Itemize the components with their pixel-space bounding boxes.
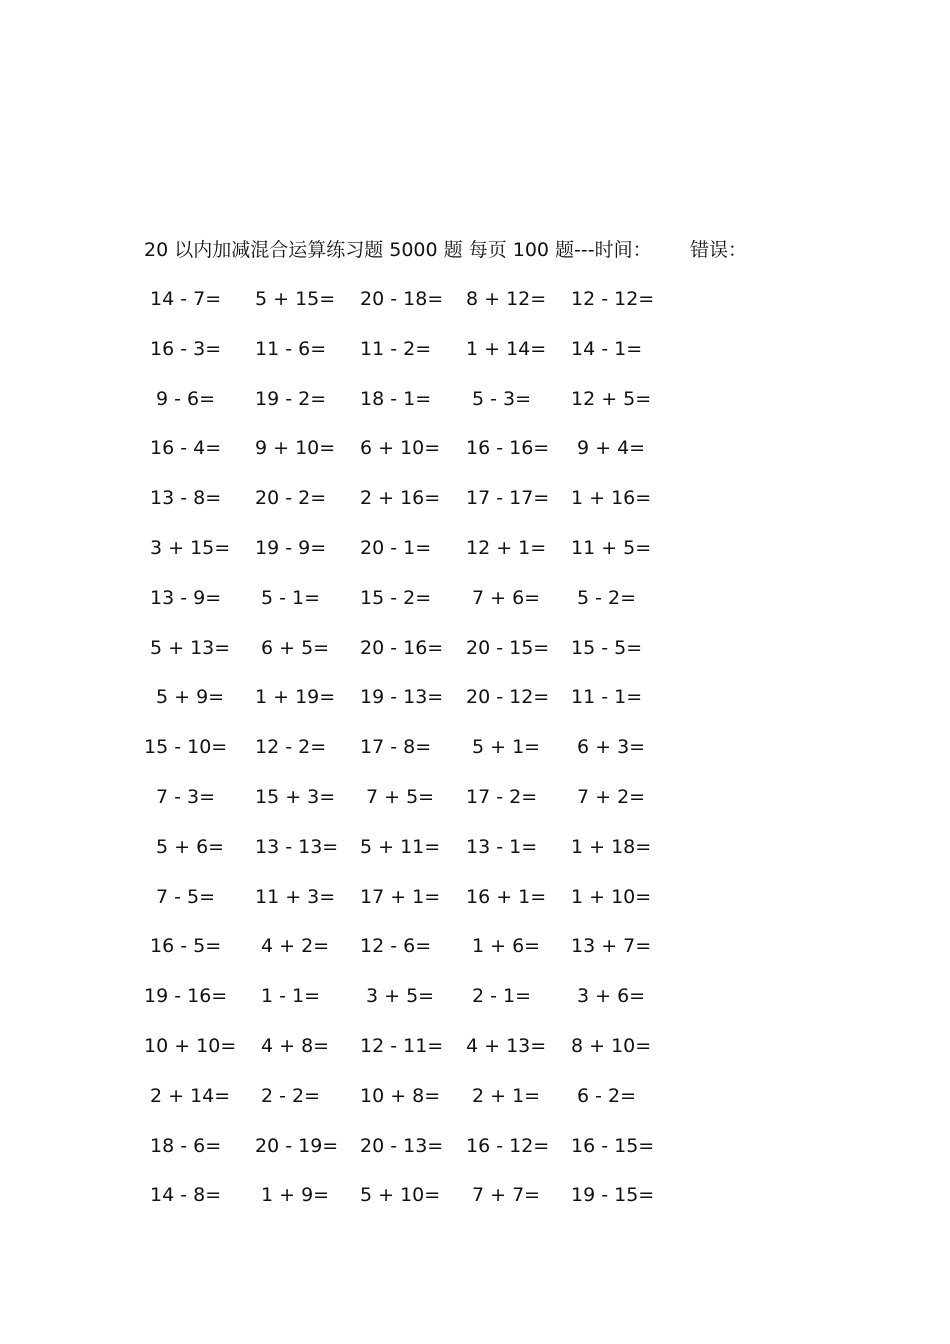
problem-item: 9 + 10= <box>255 437 336 460</box>
problem-row <box>144 535 704 585</box>
problem-item: 15 - 5= <box>571 636 643 659</box>
problem-item: 9 - 6= <box>156 387 216 410</box>
problem-item: 2 - 1= <box>472 985 532 1008</box>
problem-item: 16 - 5= <box>150 935 222 958</box>
problem-item: 17 - 8= <box>360 736 432 759</box>
problem-row <box>144 734 704 784</box>
problem-row <box>144 1083 704 1133</box>
problem-item: 1 + 16= <box>571 487 652 510</box>
problem-item: 1 + 10= <box>571 885 652 908</box>
problem-item: 18 - 1= <box>360 387 432 410</box>
problem-item: 17 + 1= <box>360 885 441 908</box>
problem-item: 14 - 8= <box>150 1184 222 1207</box>
problem-item: 7 + 5= <box>366 785 435 808</box>
problem-item: 19 - 2= <box>255 387 327 410</box>
problem-row <box>144 933 704 983</box>
problem-row <box>144 585 704 635</box>
problem-item: 13 - 1= <box>466 835 538 858</box>
problem-item: 16 - 16= <box>466 437 550 460</box>
problem-row <box>144 485 704 535</box>
problem-item: 11 - 6= <box>255 337 327 360</box>
problem-item: 10 + 8= <box>360 1084 441 1107</box>
problem-item: 20 - 19= <box>255 1134 339 1157</box>
problem-item: 18 - 6= <box>150 1134 222 1157</box>
problem-item: 20 - 16= <box>360 636 444 659</box>
problem-row <box>144 684 704 734</box>
problem-item: 13 - 9= <box>150 586 222 609</box>
problem-item: 7 + 7= <box>472 1184 541 1207</box>
problem-item: 5 + 15= <box>255 288 336 310</box>
problem-item: 5 + 1= <box>472 736 541 759</box>
problem-item: 11 + 5= <box>571 536 652 559</box>
problem-item: 10 + 10= <box>144 1034 237 1057</box>
problem-item: 20 - 18= <box>360 288 444 310</box>
problem-item: 17 - 17= <box>466 487 550 510</box>
problem-item: 16 - 12= <box>466 1134 550 1157</box>
problem-item: 20 - 1= <box>360 536 432 559</box>
problem-item: 20 - 13= <box>360 1134 444 1157</box>
problem-item: 1 + 14= <box>466 337 547 360</box>
errors-label: 错误： <box>690 239 748 261</box>
problem-item: 5 - 1= <box>261 586 321 609</box>
problem-item: 11 - 1= <box>571 686 643 709</box>
worksheet-title: 20 以内加减混合运算练习题 5000 题 每页 100 题---时间： <box>144 239 652 261</box>
problem-row <box>144 286 704 336</box>
problem-item: 14 - 1= <box>571 337 643 360</box>
problem-item: 5 - 2= <box>577 586 637 609</box>
problem-row <box>144 635 704 685</box>
problem-row <box>144 1033 704 1083</box>
problem-item: 5 + 6= <box>156 835 225 858</box>
problem-item: 17 - 2= <box>466 785 538 808</box>
problem-item: 5 + 10= <box>360 1184 441 1207</box>
problem-item: 4 + 2= <box>261 935 330 958</box>
problem-item: 15 - 2= <box>360 586 432 609</box>
problem-row <box>144 983 704 1033</box>
problem-item: 12 + 1= <box>466 536 547 559</box>
problem-row <box>144 1182 704 1232</box>
worksheet-header <box>144 236 748 264</box>
problem-item: 6 + 10= <box>360 437 441 460</box>
problem-item: 5 + 9= <box>156 686 225 709</box>
problem-grid <box>144 286 704 1232</box>
problem-item: 6 + 5= <box>261 636 330 659</box>
problem-item: 13 - 8= <box>150 487 222 510</box>
problem-item: 1 + 19= <box>255 686 336 709</box>
problem-item: 5 + 11= <box>360 835 441 858</box>
problem-item: 7 - 3= <box>156 785 216 808</box>
problem-item: 13 + 7= <box>571 935 652 958</box>
problem-row <box>144 884 704 934</box>
problem-item: 8 + 12= <box>466 288 547 310</box>
problem-item: 15 + 3= <box>255 785 336 808</box>
problem-item: 1 + 6= <box>472 935 541 958</box>
problem-item: 19 - 9= <box>255 536 327 559</box>
problem-row <box>144 386 704 436</box>
problem-item: 3 + 5= <box>366 985 435 1008</box>
problem-item: 2 - 2= <box>261 1084 321 1107</box>
problem-item: 2 + 14= <box>150 1084 231 1107</box>
problem-item: 16 - 4= <box>150 437 222 460</box>
problem-item: 2 + 1= <box>472 1084 541 1107</box>
problem-item: 16 - 3= <box>150 337 222 360</box>
problem-item: 1 - 1= <box>261 985 321 1008</box>
problem-row <box>144 784 704 834</box>
problem-item: 6 - 2= <box>577 1084 637 1107</box>
problem-item: 7 - 5= <box>156 885 216 908</box>
problem-item: 5 - 3= <box>472 387 532 410</box>
problem-item: 3 + 15= <box>150 536 231 559</box>
problem-row <box>144 336 704 386</box>
problem-item: 11 + 3= <box>255 885 336 908</box>
problem-item: 19 - 15= <box>571 1184 655 1207</box>
problem-item: 1 + 18= <box>571 835 652 858</box>
problem-item: 7 + 2= <box>577 785 646 808</box>
problem-item: 7 + 6= <box>472 586 541 609</box>
problem-item: 12 - 12= <box>571 288 655 310</box>
problem-item: 19 - 16= <box>144 985 228 1008</box>
problem-row <box>144 1133 704 1183</box>
problem-item: 16 + 1= <box>466 885 547 908</box>
problem-item: 13 - 13= <box>255 835 339 858</box>
problem-item: 14 - 7= <box>150 288 222 310</box>
problem-row <box>144 435 704 485</box>
problem-row <box>144 834 704 884</box>
problem-item: 4 + 8= <box>261 1034 330 1057</box>
problem-item: 4 + 13= <box>466 1034 547 1057</box>
problem-item: 16 - 15= <box>571 1134 655 1157</box>
problem-item: 6 + 3= <box>577 736 646 759</box>
problem-item: 12 - 2= <box>255 736 327 759</box>
problem-item: 2 + 16= <box>360 487 441 510</box>
problem-item: 15 - 10= <box>144 736 228 759</box>
problem-item: 12 - 6= <box>360 935 432 958</box>
problem-item: 11 - 2= <box>360 337 432 360</box>
problem-item: 20 - 15= <box>466 636 550 659</box>
problem-item: 12 - 11= <box>360 1034 444 1057</box>
problem-item: 3 + 6= <box>577 985 646 1008</box>
problem-item: 8 + 10= <box>571 1034 652 1057</box>
problem-item: 20 - 12= <box>466 686 550 709</box>
problem-item: 1 + 9= <box>261 1184 330 1207</box>
problem-item: 20 - 2= <box>255 487 327 510</box>
problem-item: 12 + 5= <box>571 387 652 410</box>
problem-item: 5 + 13= <box>150 636 231 659</box>
problem-item: 19 - 13= <box>360 686 444 709</box>
problem-item: 9 + 4= <box>577 437 646 460</box>
